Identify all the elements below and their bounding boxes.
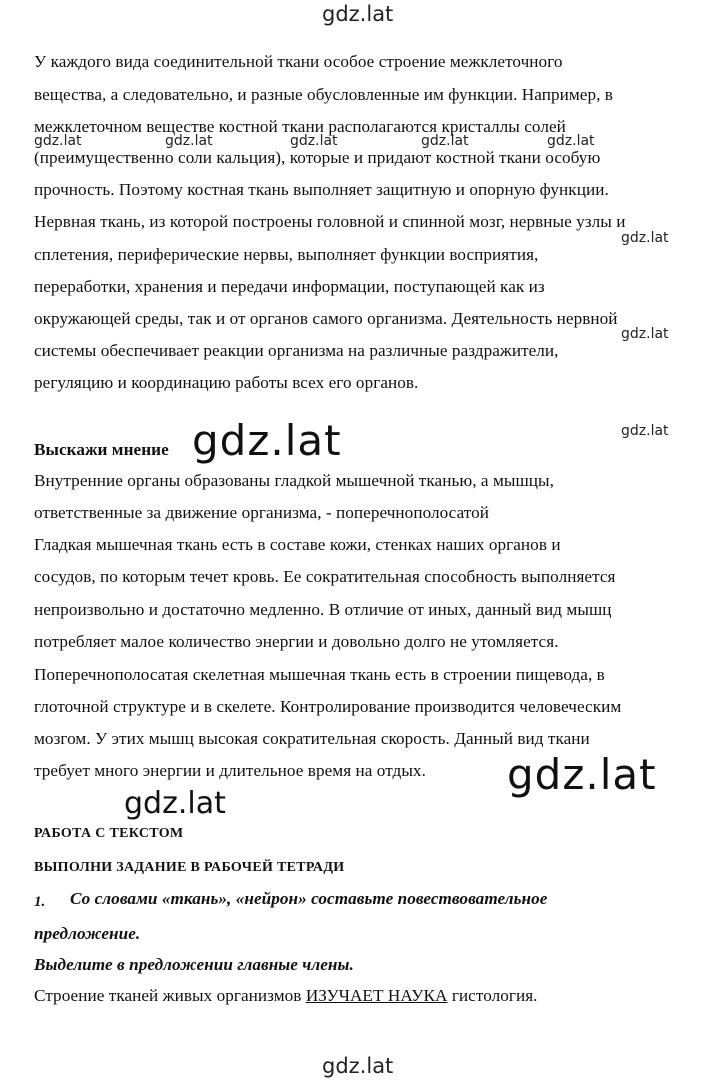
watermark-small: gdz.lat xyxy=(421,133,469,149)
text-line: регуляцию и координацию работы всех его органов. xyxy=(34,373,419,392)
text-line: ответственные за движение организма, - поперечнополосатой xyxy=(34,503,490,522)
section-heading-opinion: Выскажи мнение xyxy=(34,440,169,459)
text-line: глоточной структуре и в скелете. Контролирование производится человеческим xyxy=(34,697,622,716)
section-heading-text-work: РАБОТА С ТЕКСТОМ xyxy=(34,826,184,841)
section-heading-workbook: ВЫПОЛНИ ЗАДАНИЕ В РАБОЧЕЙ ТЕТРАДИ xyxy=(34,860,345,875)
watermark-small: gdz.lat xyxy=(547,133,595,149)
text-line: сосудов, по которым течет кровь. Ее сократительная способность выполняется xyxy=(34,567,616,586)
answer-line xyxy=(34,986,538,1006)
text-line: переработки, хранения и передачи информации, поступающей как из xyxy=(34,277,545,296)
text-line: сплетения, периферические нервы, выполняет функции восприятия, xyxy=(34,245,539,264)
text-line: потребляет малое количество энергии и довольно долго не утомляется. xyxy=(34,632,559,651)
text-line: непроизвольно и достаточно медленно. В отличие от иных, данный вид мышц xyxy=(34,600,612,619)
text-line: мозгом. У этих мышц высокая сократительная скорость. Данный вид ткани xyxy=(34,729,590,748)
watermark-bottom: gdz.lat xyxy=(322,1054,394,1078)
text-line: системы обеспечивает реакции организма на различные раздражители, xyxy=(34,341,559,360)
text-line: окружающей среды, так и от органов самого организма. Деятельность нервной xyxy=(34,309,618,328)
answer-text: гистология. xyxy=(447,986,538,1005)
text-line: требует много энергии и длительное время на отдых. xyxy=(34,761,426,780)
text-line: (преимущественно соли кальция), которые и придают костной ткани особую xyxy=(34,148,601,167)
text-line: Гладкая мышечная ткань есть в составе кожи, стенках наших органов и xyxy=(34,535,561,554)
text-line: Нервная ткань, из которой построены головной и спинной мозг, нервные узлы и xyxy=(34,212,626,231)
task-number: 1. xyxy=(34,894,46,910)
watermark-small: gdz.lat xyxy=(621,326,669,342)
task-text: Выделите в предложении главные члены. xyxy=(34,955,354,974)
task-text: Со словами «ткань», «нейрон» составьте повествовательное xyxy=(70,889,548,908)
watermark-small: gdz.lat xyxy=(621,230,669,246)
watermark-medium: gdz.lat xyxy=(124,786,226,821)
text-line: прочность. Поэтому костная ткань выполняет защитную и опорную функции. xyxy=(34,180,609,199)
watermark-large: gdz.lat xyxy=(192,416,342,465)
text-line: вещества, а следовательно, и разные обусловленные им функции. Например, в xyxy=(34,85,613,104)
watermark-small: gdz.lat xyxy=(290,133,338,149)
text-line: межклеточном веществе костной ткани располагаются кристаллы солей xyxy=(34,117,566,136)
watermark-top: gdz.lat xyxy=(322,2,394,26)
watermark-large: gdz.lat xyxy=(507,750,657,799)
answer-underlined-text: ИЗУЧАЕТ НАУКА xyxy=(305,986,448,1005)
text-line: У каждого вида соединительной ткани особое строение межклеточного xyxy=(34,52,563,71)
task-text: предложение. xyxy=(34,924,141,943)
watermark-small: gdz.lat xyxy=(621,423,669,439)
answer-text: Строение тканей живых организмов xyxy=(34,986,306,1005)
watermark-small: gdz.lat xyxy=(34,133,82,149)
text-line: Внутренние органы образованы гладкой мышечной тканью, а мышцы, xyxy=(34,471,554,490)
watermark-small: gdz.lat xyxy=(165,133,213,149)
text-line: Поперечнополосатая скелетная мышечная ткань есть в строении пищевода, в xyxy=(34,665,605,684)
